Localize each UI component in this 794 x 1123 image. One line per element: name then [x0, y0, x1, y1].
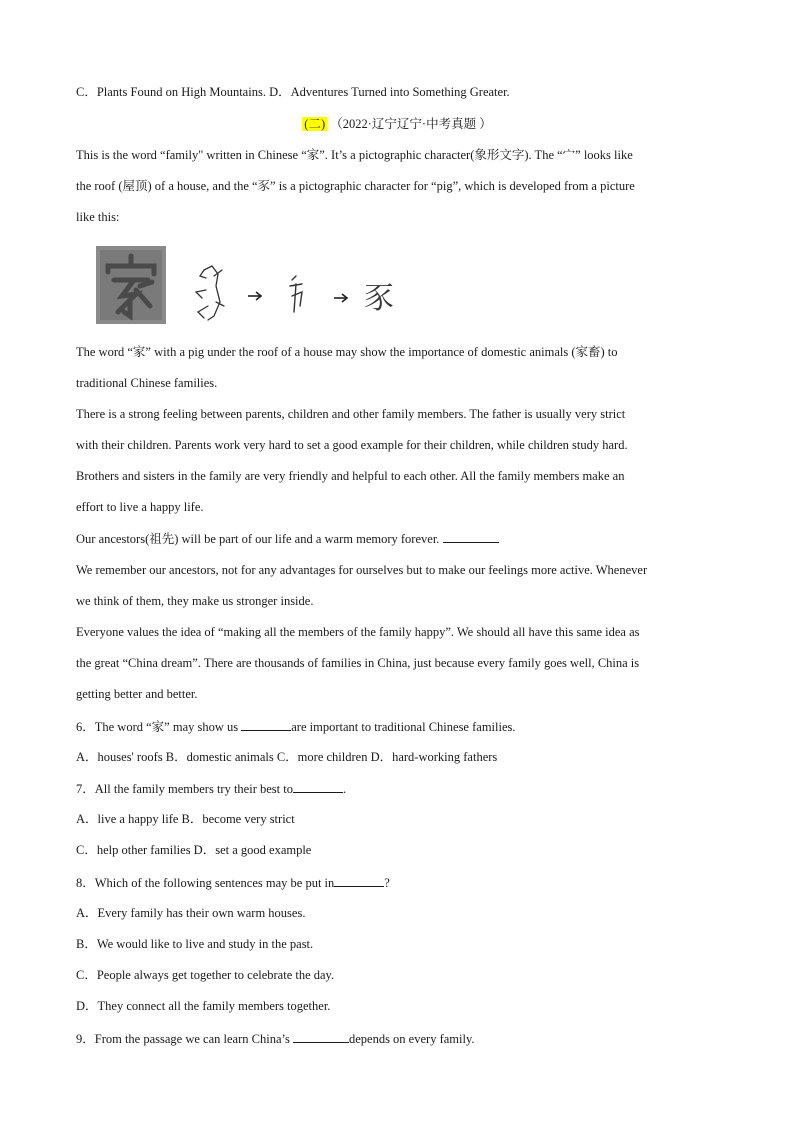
blank-9[interactable]: [293, 1030, 349, 1043]
previous-question-options: C．Plants Found on High Mountains. D．Adventures Turned into Something Greater.: [76, 85, 510, 99]
paragraph-line-5: Brothers and sisters in the family are very friendly and helpful to each other. All the family members make an: [76, 469, 625, 483]
paragraph-line-11: the great “China dream”. There are thousands of families in China, just because every family goes well, China is: [76, 656, 640, 670]
arrow-1: [248, 292, 261, 300]
intermediate-glyph: [290, 276, 302, 312]
question-8: [76, 874, 390, 891]
intro-line-2: the roof (屋顶) of a house, and the “豕” is a pictographic character for “pig”, which is developed from a picture: [76, 179, 635, 193]
ancestors-sentence: Our ancestors(祖先) will be part of our life and a warm memory forever.: [76, 532, 440, 546]
question-8-option-a: A．Every family has their own warm houses.: [76, 906, 306, 920]
section-source: （2022·辽宁辽宁·中考真题 ）: [330, 117, 492, 131]
paragraph-line-9: we think of them, they make us stronger inside.: [76, 594, 314, 608]
paragraph-line-4: with their children. Parents work very hard to set a good example for their children, while children study hard.: [76, 438, 628, 452]
question-9: [76, 1030, 475, 1047]
paragraph-line-3: There is a strong feeling between parents, children and other family members. The father is usually very strict: [76, 407, 626, 421]
intro-line-3: like this:: [76, 210, 120, 224]
question-6-tail: are important to traditional Chinese families.: [291, 720, 516, 734]
question-9-tail: depends on every family.: [348, 1032, 475, 1046]
question-8-option-c: C．People always get together to celebrate the day.: [76, 968, 335, 982]
blank-6[interactable]: [241, 718, 291, 731]
blank-7[interactable]: [293, 780, 343, 793]
question-8-tail: ?: [384, 876, 390, 890]
character-evolution-figure: [96, 246, 406, 326]
blank-8[interactable]: [443, 530, 499, 543]
paragraph-line-1: The word “家” with a pig under the roof of a house may show the importance of domestic animals (家畜) to: [76, 345, 618, 359]
section-heading: [0, 116, 794, 132]
blank-8-ref[interactable]: [334, 874, 384, 887]
final-glyph: 豕: [364, 281, 394, 316]
paragraph-line-12: getting better and better.: [76, 687, 198, 701]
question-8-option-b: B．We would like to live and study in the past.: [76, 937, 314, 951]
arrow-2: [334, 294, 347, 302]
question-6: [76, 718, 516, 735]
pig-sketch: [196, 266, 224, 320]
paragraph-line-7: [76, 530, 499, 547]
question-7-options-1: A．live a happy life B．become very strict: [76, 812, 295, 826]
question-6-options: A．houses' roofs B．domestic animals C．more children D．hard-working fathers: [76, 750, 498, 764]
question-9-text: 9．From the passage we can learn China’s: [76, 1032, 293, 1046]
question-7-options-2: C．help other families D．set a good example: [76, 843, 312, 857]
question-7-tail: .: [342, 782, 347, 796]
intro-line-1: This is the word “family" written in Chinese “家”. It’s a pictographic character(象形文字). The “宀” looks like: [76, 148, 633, 162]
section-label: (二): [304, 117, 326, 131]
paragraph-line-8: We remember our ancestors, not for any advantages for ourselves but to make our feelings more active. Whenever: [76, 563, 648, 577]
question-7: [76, 780, 346, 797]
question-7-text: 7．All the family members try their best to: [76, 782, 293, 796]
question-8-text: 8．Which of the following sentences may be put in: [76, 876, 335, 890]
paragraph-line-2: traditional Chinese families.: [76, 376, 218, 390]
pictograph-evolution-illustration: [96, 246, 406, 326]
paragraph-line-10: Everyone values the idea of “making all the members of the family happy”. We should all have this same idea as: [76, 625, 640, 639]
question-6-text: 6．The word “家” may show us: [76, 720, 242, 734]
paragraph-line-6: effort to live a happy life.: [76, 500, 204, 514]
question-8-option-d: D．They connect all the family members together.: [76, 999, 331, 1013]
